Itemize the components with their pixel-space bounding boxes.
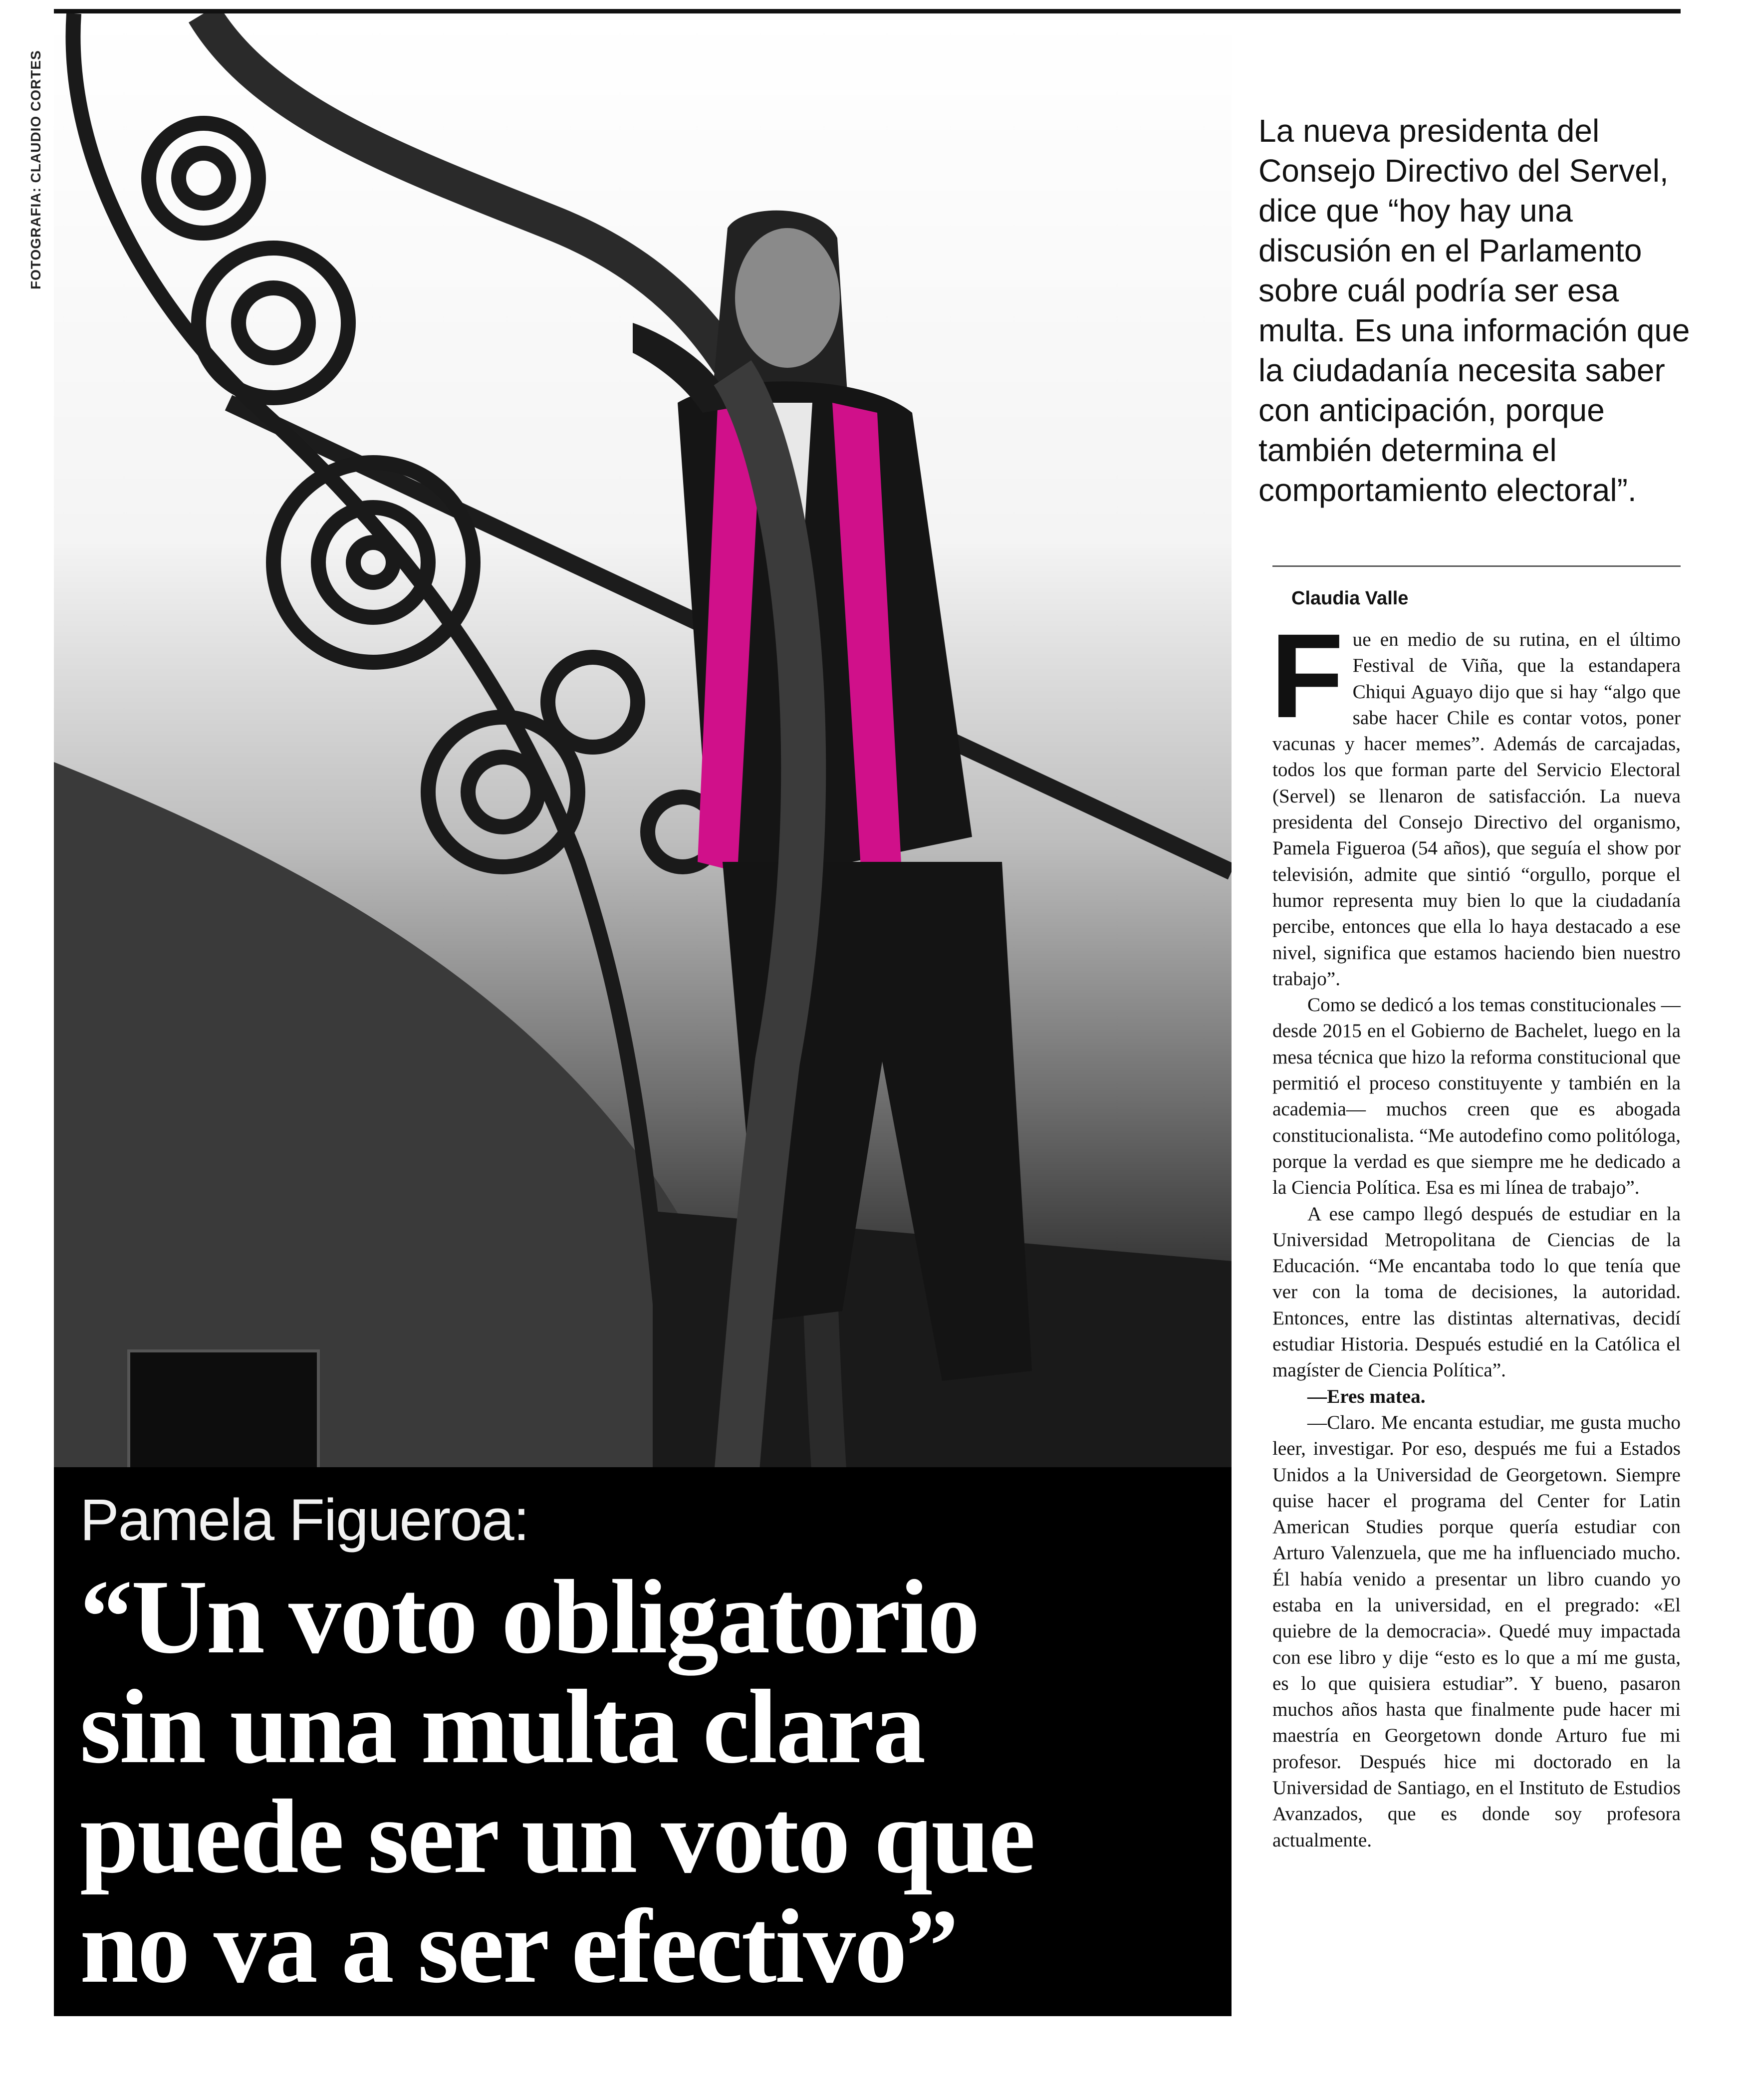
- photo-credit: FOTOGRAFIA: CLAUDIO CORTES: [28, 50, 43, 289]
- headline-line: no va a ser efectivo”: [80, 1887, 958, 2005]
- headline: [80, 1558, 1218, 2005]
- byline: Claudia Valle: [1291, 588, 1409, 609]
- deck: La nueva presidenta del Consejo Directivo del Servel, dice que “hoy hay una discusión en el Parlamento sobre cuál podría ser esa multa. Es una información que la ciudadanía necesita saber con anticipación, porque también determina el comportamiento electoral”.: [1258, 113, 1690, 508]
- paragraph: [1270, 609, 1681, 992]
- paragraph-text: ue en medio de su rutina, en el último Festival de Viña, que la estandapera Chiqui Aguayo dijo que si hay “algo que sabe hacer Chile es contar votos, poner vacunas y hacer memes”. Además de carcajadas, todos los que forman parte del Servicio Electoral (Servel) se llenaron de satisfacción. La nueva presidenta del Consejo Directivo del organismo, Pamela Figueroa (54 años), que seguía el show por televisión, admite que sintió “orgullo, porque el humor representa muy bien lo que la ciudadanía percibe, entonces que ella lo haya destacado a ese nivel, significa que estamos haciendo bien nuestro trabajo”.: [1272, 629, 1681, 990]
- article-body: [1270, 609, 1681, 1853]
- interview-question: —Eres matea.: [1307, 1385, 1426, 1407]
- kicker: Pamela Figueroa:: [80, 1487, 529, 1553]
- headline-line: “Un voto obligatorio: [80, 1558, 979, 1675]
- top-rule: [54, 9, 1681, 13]
- paragraph: —Claro. Me encanta estudiar, me gusta mucho leer, investigar. Por eso, después me fui a Estados Unidos a la Universidad de Georgetown. Siempre quise hacer el programa del Center for Latin American Studies porque quería estudiar con Arturo Valenzuela, que me ha influenciado mucho. Él había venido a presentar un libro cuando yo estaba en la universidad, en el pregrado: «El quiebre de la democracia». Quedé muy impactada con ese libro y dije “esto es lo que a mí me gusta, es lo que quisiera estudiar”. Y bueno, pasaron muchos años hasta que finalmente pude hacer mi maestría en Georgetown donde Arturo fue mi profesor. Después hice mi doctorado en la Universidad de Santiago, en el Instituto de Estudios Avanzados, que es donde soy profesora actualmente.: [1272, 1411, 1681, 1851]
- paragraph: Como se dedicó a los temas constitucionales —desde 2015 en el Gobierno de Bachelet, luego en la mesa técnica que hizo la reforma constitucional que permitió el proceso constituyente y también en la academia— muchos creen que es abogada constitucionalista. “Me autodefino como politóloga, porque la verdad es que siempre me he dedicado a la Ciencia Política. Esa es mi línea de trabajo”.: [1272, 994, 1681, 1199]
- drop-cap: F: [1270, 609, 1344, 743]
- deck-rule: [1272, 565, 1681, 567]
- photo-illustration: [54, 13, 1232, 1521]
- headline-line: puede ser un voto que: [80, 1778, 1034, 1895]
- headline-line: sin una multa clara: [80, 1668, 925, 1785]
- paragraph: A ese campo llegó después de estudiar en la Universidad Metropolitana de Ciencias de la Educación. “Me encantaba todo lo que tenía que ver con la toma de decisiones, la autoridad. Entonces, entre las distintas alternativas, decidí estudiar Historia. Después estudié en la Católica el magíster de Ciencia Política”.: [1272, 1203, 1681, 1381]
- portrait-photo: [54, 13, 1232, 1521]
- vent-shape: [129, 1351, 318, 1471]
